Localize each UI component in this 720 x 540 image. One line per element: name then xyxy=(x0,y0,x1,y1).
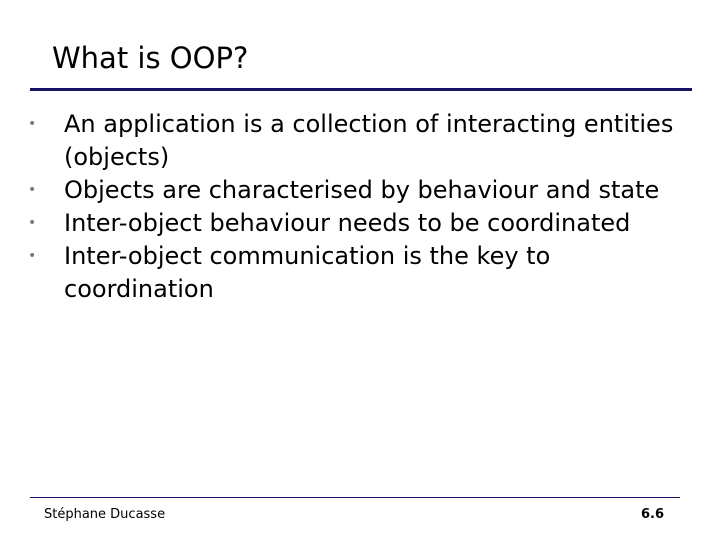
bullet-item xyxy=(18,108,698,174)
bullet-item xyxy=(18,240,698,306)
title-divider xyxy=(30,88,692,91)
bullet-dot-icon: • xyxy=(28,182,37,198)
bullet-item xyxy=(18,174,698,207)
bullet-dot-icon: • xyxy=(28,215,37,231)
bullet-item xyxy=(18,207,698,240)
footer-author: Stéphane Ducasse xyxy=(44,507,166,522)
bullet-text: Inter-object behaviour needs to be coordinated xyxy=(64,209,631,237)
bullet-dot-icon: • xyxy=(28,116,37,132)
bullet-text: Inter-object communication is the key to coordination xyxy=(64,242,551,303)
bullet-text: Objects are characterised by behaviour and state xyxy=(64,176,660,204)
bullet-dot-icon: • xyxy=(28,248,37,264)
bullet-list xyxy=(18,108,698,306)
page-number: 6.6 xyxy=(640,507,664,522)
slide-title: What is OOP? xyxy=(52,41,249,75)
bullet-text: An application is a collection of interacting entities (objects) xyxy=(64,110,674,171)
footer-divider xyxy=(30,497,680,498)
